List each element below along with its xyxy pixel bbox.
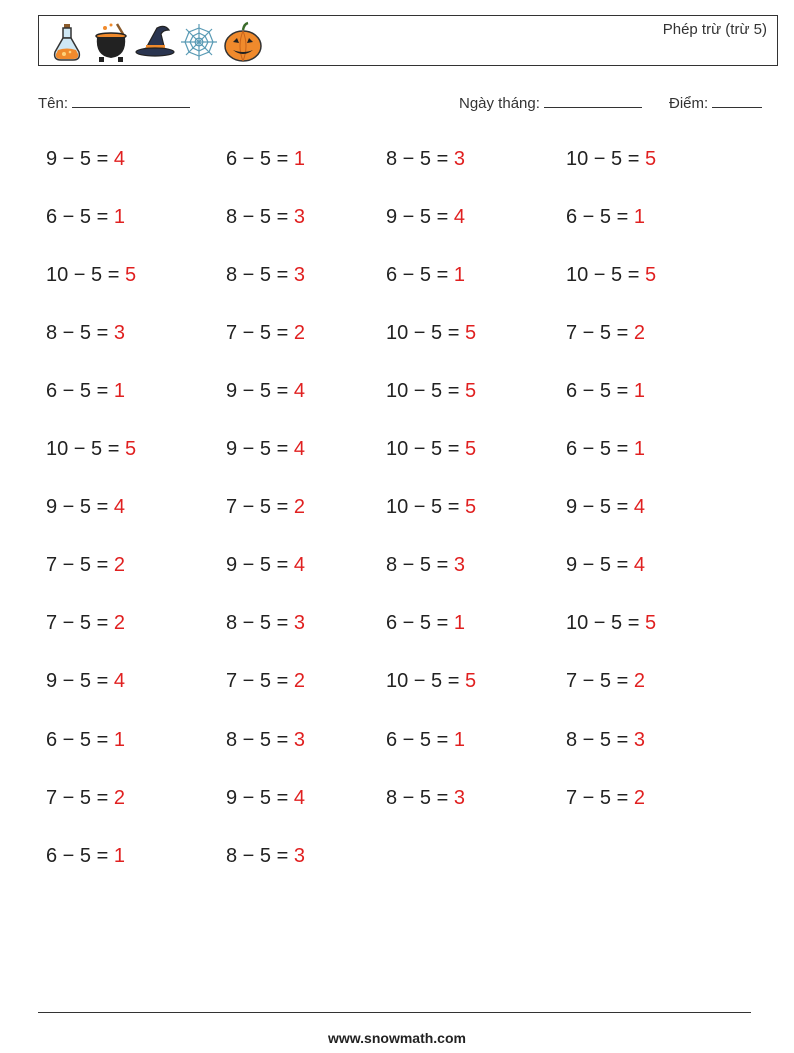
problem-expression: 7 − 5 = — [46, 786, 109, 809]
problem-item — [226, 322, 305, 345]
problem-answer: 5 — [464, 670, 477, 693]
problem-expression: 9 − 5 = — [226, 554, 289, 577]
problem-item — [386, 148, 465, 171]
problem-item — [46, 845, 125, 868]
problem-answer: 1 — [453, 612, 465, 635]
problem-item — [566, 496, 645, 519]
problem-item — [46, 554, 125, 577]
problem-answer: 4 — [113, 670, 125, 693]
problem-answer: 4 — [293, 380, 305, 403]
problem-item — [226, 438, 305, 461]
problem-item — [386, 206, 465, 229]
problem-answer: 1 — [633, 206, 645, 229]
problem-expression: 7 − 5 = — [566, 322, 629, 345]
problem-expression: 6 − 5 = — [386, 612, 449, 635]
problem-expression: 10 − 5 = — [386, 322, 460, 345]
problem-answer: 3 — [113, 322, 125, 345]
problem-item — [226, 206, 305, 229]
potion-bottle-icon — [47, 20, 87, 64]
score-field — [669, 94, 762, 112]
problem-item — [46, 612, 125, 635]
problem-answer: 5 — [124, 264, 137, 287]
problem-answer: 5 — [464, 380, 477, 403]
problem-answer: 2 — [633, 670, 645, 693]
date-label: Ngày tháng: — [459, 95, 540, 112]
problem-expression: 10 − 5 = — [386, 496, 460, 519]
footer-site: www.snowmath.com — [328, 1030, 466, 1046]
name-blank — [72, 94, 190, 108]
problem-answer: 4 — [633, 496, 645, 519]
problem-expression: 6 − 5 = — [386, 728, 449, 751]
problem-answer: 1 — [633, 438, 645, 461]
icon-strip — [47, 20, 263, 64]
problem-item — [226, 554, 305, 577]
date-field — [459, 94, 642, 112]
problem-expression: 8 − 5 = — [226, 612, 289, 635]
score-label: Điểm: — [669, 95, 709, 112]
problem-answer: 1 — [113, 380, 125, 403]
problem-answer: 1 — [113, 206, 125, 229]
problem-answer: 2 — [293, 496, 305, 519]
problem-answer: 1 — [113, 728, 125, 751]
problem-expression: 7 − 5 = — [226, 322, 289, 345]
problem-answer: 5 — [464, 496, 477, 519]
problem-item — [46, 380, 125, 403]
problem-expression: 7 − 5 = — [46, 612, 109, 635]
problem-item — [386, 554, 465, 577]
problem-expression: 9 − 5 = — [226, 786, 289, 809]
problem-expression: 7 − 5 = — [226, 670, 289, 693]
problem-item — [386, 729, 465, 752]
witch-hat-icon — [135, 20, 175, 64]
problem-expression: 7 − 5 = — [226, 496, 289, 519]
problem-expression: 8 − 5 = — [386, 786, 449, 809]
problem-expression: 10 − 5 = — [46, 438, 120, 461]
score-blank — [712, 94, 762, 108]
problem-item — [566, 380, 645, 403]
problem-answer: 1 — [293, 148, 305, 170]
problem-answer: 5 — [644, 148, 657, 170]
problem-item — [566, 729, 645, 752]
problem-item — [46, 496, 125, 519]
problem-expression: 6 − 5 = — [46, 844, 109, 867]
problem-item — [566, 670, 645, 693]
problem-answer: 4 — [633, 554, 645, 577]
problem-expression: 9 − 5 = — [226, 380, 289, 403]
problem-item — [226, 787, 305, 810]
problem-item — [226, 845, 305, 868]
problem-item — [46, 148, 125, 171]
problem-expression: 8 − 5 = — [226, 728, 289, 751]
problem-expression: 9 − 5 = — [386, 206, 449, 229]
problem-expression: 8 − 5 = — [566, 728, 629, 751]
problem-item — [566, 438, 645, 461]
problem-expression: 9 − 5 = — [46, 496, 109, 519]
problem-answer: 3 — [453, 554, 465, 577]
name-field — [38, 94, 190, 112]
problem-item — [46, 438, 136, 461]
problem-item — [226, 496, 305, 519]
problem-answer: 3 — [293, 844, 305, 867]
problem-expression: 6 − 5 = — [46, 728, 109, 751]
problem-item — [386, 787, 465, 810]
problem-item — [386, 264, 465, 287]
problem-answer: 4 — [453, 206, 465, 229]
problem-answer: 5 — [124, 438, 137, 461]
problem-expression: 10 − 5 = — [46, 264, 120, 287]
problem-expression: 9 − 5 = — [566, 496, 629, 519]
problem-item — [566, 612, 656, 635]
problem-item — [566, 206, 645, 229]
problem-answer: 3 — [293, 264, 305, 287]
problem-answer: 2 — [113, 554, 125, 577]
problem-answer: 2 — [633, 786, 645, 809]
problem-expression: 10 − 5 = — [566, 612, 640, 635]
problem-answer: 2 — [293, 670, 305, 693]
problem-answer: 4 — [293, 554, 305, 577]
problem-item — [566, 554, 645, 577]
problem-expression: 6 − 5 = — [566, 206, 629, 229]
problem-item — [386, 380, 476, 403]
problem-answer: 5 — [464, 438, 477, 461]
problem-expression: 6 − 5 = — [566, 438, 629, 461]
problem-expression: 8 − 5 = — [226, 264, 289, 287]
pumpkin-icon — [223, 20, 263, 64]
problem-answer: 3 — [293, 206, 305, 229]
problem-expression: 6 − 5 = — [46, 380, 109, 403]
problem-item — [46, 729, 125, 752]
problem-answer: 4 — [293, 786, 305, 809]
problem-expression: 7 − 5 = — [46, 554, 109, 577]
problem-answer: 1 — [453, 728, 465, 751]
problem-item — [566, 264, 656, 287]
problem-expression: 10 − 5 = — [566, 264, 640, 287]
problem-expression: 6 − 5 = — [46, 206, 109, 229]
problem-expression: 8 − 5 = — [46, 322, 109, 345]
problem-expression: 6 − 5 = — [226, 148, 289, 170]
problem-answer: 3 — [453, 148, 465, 170]
worksheet-title: Phép trừ (trừ 5) — [662, 21, 767, 38]
problem-item — [386, 496, 476, 519]
problem-answer: 2 — [293, 322, 305, 345]
problem-expression: 7 − 5 = — [566, 786, 629, 809]
problem-answer: 3 — [453, 786, 465, 809]
spider-web-icon — [179, 20, 219, 64]
problem-item — [226, 264, 305, 287]
problem-item — [566, 787, 645, 810]
problem-expression: 9 − 5 = — [46, 670, 109, 693]
problem-item — [386, 322, 476, 345]
problem-answer: 5 — [464, 322, 477, 345]
problem-item — [46, 264, 136, 287]
problem-answer: 1 — [453, 264, 465, 287]
problem-answer: 2 — [113, 612, 125, 635]
problem-answer: 2 — [633, 322, 645, 345]
header-box — [38, 15, 778, 66]
problem-answer: 4 — [113, 496, 125, 519]
problem-item — [46, 322, 125, 345]
problem-item — [226, 380, 305, 403]
problem-expression: 8 − 5 = — [226, 206, 289, 229]
problem-item — [46, 670, 125, 693]
problem-expression: 8 − 5 = — [226, 844, 289, 867]
problem-answer: 3 — [293, 612, 305, 635]
problem-expression: 9 − 5 = — [46, 148, 109, 170]
problem-item — [226, 670, 305, 693]
problem-answer: 4 — [293, 438, 305, 461]
date-blank — [544, 94, 642, 108]
problem-item — [226, 612, 305, 635]
problem-expression: 8 − 5 = — [386, 554, 449, 577]
problem-answer: 5 — [644, 264, 657, 287]
problem-item — [566, 148, 656, 171]
problem-item — [226, 148, 305, 171]
problem-expression: 7 − 5 = — [566, 670, 629, 693]
problem-expression: 10 − 5 = — [566, 148, 640, 170]
problem-answer: 1 — [633, 380, 645, 403]
problem-expression: 8 − 5 = — [386, 148, 449, 170]
problem-answer: 1 — [113, 844, 125, 867]
problem-item — [386, 612, 465, 635]
problem-answer: 3 — [633, 728, 645, 751]
problem-answer: 3 — [293, 728, 305, 751]
problem-answer: 5 — [644, 612, 657, 635]
problem-expression: 9 − 5 = — [226, 438, 289, 461]
problem-expression: 10 − 5 = — [386, 438, 460, 461]
problem-item — [46, 787, 125, 810]
problem-answer: 2 — [113, 786, 125, 809]
problem-answer: 4 — [113, 148, 125, 170]
name-label: Tên: — [38, 95, 69, 112]
problem-expression: 6 − 5 = — [386, 264, 449, 287]
problem-expression: 6 − 5 = — [566, 380, 629, 403]
problem-item — [46, 206, 125, 229]
problem-expression: 9 − 5 = — [566, 554, 629, 577]
problem-item — [386, 438, 476, 461]
problem-expression: 10 − 5 = — [386, 670, 460, 693]
cauldron-icon — [91, 20, 131, 64]
problem-item — [566, 322, 645, 345]
problem-item — [226, 729, 305, 752]
footer-divider — [38, 1012, 751, 1013]
problem-expression: 10 − 5 = — [386, 380, 460, 403]
problem-item — [386, 670, 476, 693]
